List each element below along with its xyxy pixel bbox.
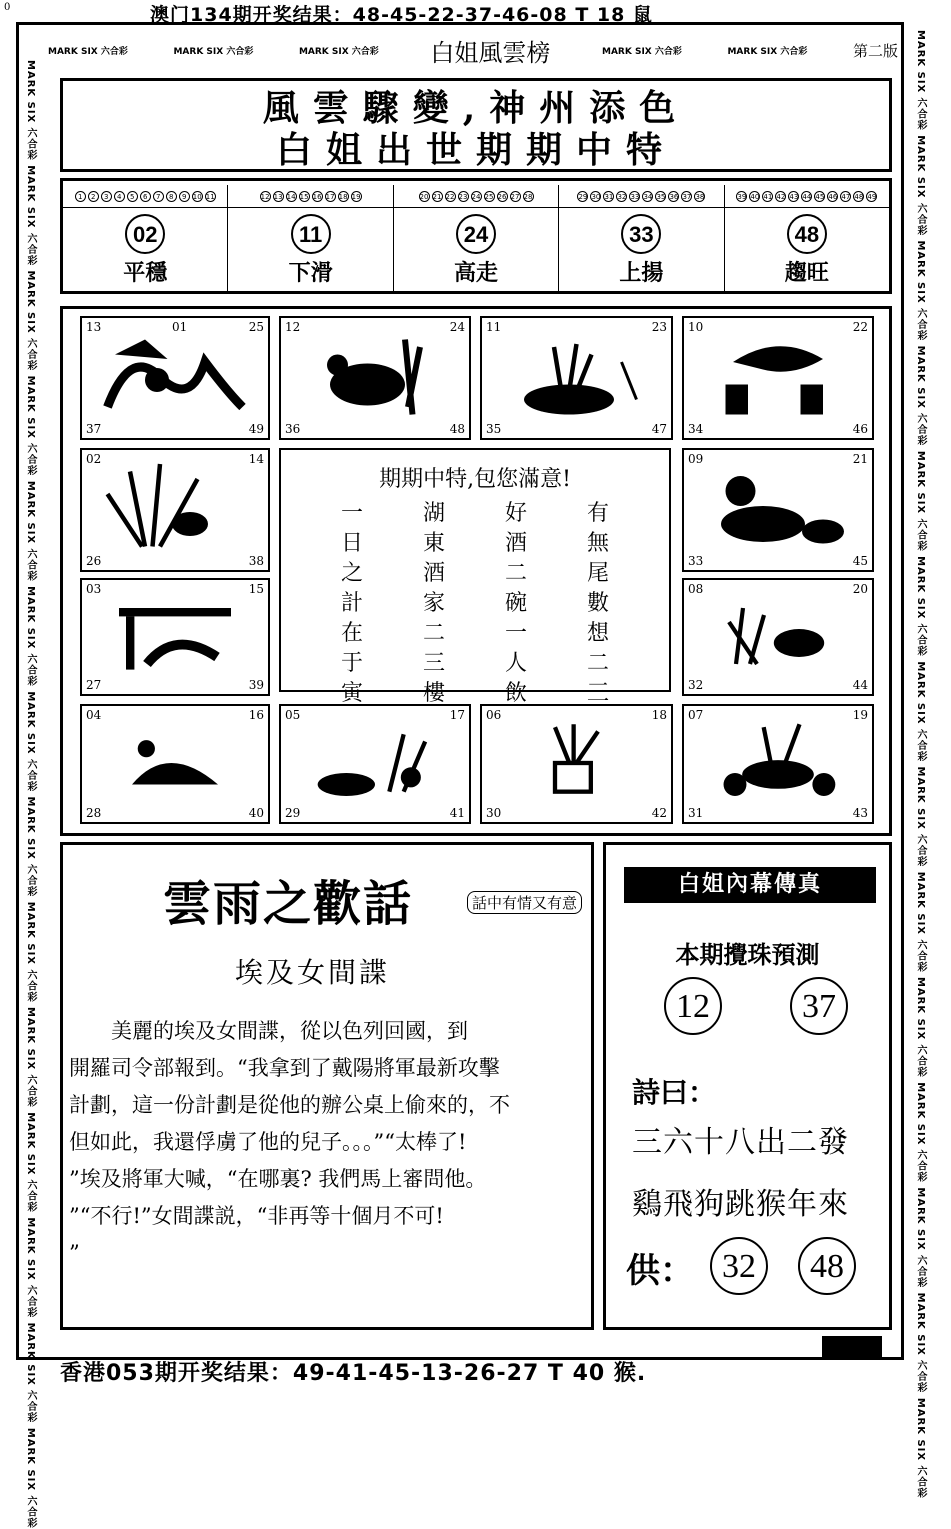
ink-painting: [299, 332, 451, 422]
watermark: MARK SIX 六合彩: [25, 1427, 36, 1529]
strip-number: 34: [643, 192, 653, 201]
ink-painting: [100, 594, 250, 678]
strip-number: 11: [205, 192, 215, 201]
pick-item: [63, 208, 228, 293]
prediction-number: 12: [664, 977, 722, 1035]
pick-word: 高走: [454, 261, 499, 286]
strip-number: 27: [510, 192, 520, 201]
ink-painting: [702, 720, 854, 806]
tile-number: 36: [285, 422, 301, 436]
verse-char: 二: [504, 561, 527, 586]
verse-char: 人: [504, 651, 527, 676]
verse-char: 想: [586, 621, 609, 646]
watermark: MARK SIX 六合彩: [25, 1322, 36, 1428]
story-title: 雲雨之歡話: [163, 876, 414, 932]
ink-painting: [500, 332, 653, 422]
pick-item: [725, 208, 889, 293]
verse-heading: 期期中特,包您滿意!: [379, 467, 571, 492]
watermark: MARK SIX 六合彩: [915, 556, 926, 662]
supply-label: 供：: [626, 1251, 694, 1291]
tile-number: 48: [449, 422, 465, 436]
strip-number: 12: [260, 192, 270, 201]
poem-label: 詩曰：: [632, 1076, 717, 1109]
bottom-result-banner: 香港053期开奖结果：49-41-45-13-26-27 T 40 猴.: [60, 1361, 647, 1386]
strip-number: 3: [101, 191, 112, 202]
watermark: MARK SIX 六合彩: [915, 1397, 926, 1499]
tile-number: 43: [852, 806, 868, 820]
strip-number: 24: [471, 192, 481, 201]
pick-item: [228, 208, 393, 293]
zodiac-picture-tile: [480, 316, 673, 440]
number-strip-segment: [725, 185, 889, 207]
story-tag: 話中有情又有意: [467, 891, 582, 914]
strip-number: 49: [867, 192, 877, 201]
ink-painting: [702, 332, 854, 422]
verse-box: [279, 448, 671, 706]
tile-number: 30: [486, 806, 502, 820]
verse-char: 二: [586, 651, 609, 676]
pick-word: 趨旺: [784, 261, 829, 286]
zodiac-picture-tile: [80, 578, 270, 696]
tile-number: 11: [486, 320, 502, 334]
top-result-banner: 澳门134期开奖结果：48-45-22-37-46-08 T 18 鼠: [150, 4, 653, 26]
strip-number: 18: [338, 192, 348, 201]
prediction-number: 37: [790, 977, 848, 1035]
strip-number: 10: [192, 192, 202, 201]
tile-number: 49: [248, 422, 264, 436]
zodiac-picture-tile: [279, 704, 471, 824]
verse-char: 三: [422, 651, 445, 676]
tile-number: 32: [688, 678, 704, 692]
strip-number: 25: [484, 192, 494, 201]
watermark: MARK SIX 六合彩: [25, 1006, 36, 1113]
tile-number: 25: [248, 320, 264, 334]
watermark: MARK SIX 六合彩: [25, 1217, 36, 1323]
zodiac-picture-tile: [682, 704, 874, 824]
page-title: 白姐風雲榜: [430, 39, 551, 67]
verse-char: 好: [504, 501, 527, 526]
ink-painting: [100, 332, 250, 422]
tile-number: 06: [486, 708, 502, 722]
story-body: [69, 1013, 591, 1272]
slogan-line-1: 風雲驟變,神州添色: [262, 87, 690, 129]
strip-number: 14: [286, 192, 296, 201]
poem-line: 三六十八出二發: [632, 1125, 849, 1160]
watermark: MARK SIX 六合彩: [25, 901, 36, 1007]
strip-number: 35: [656, 192, 666, 201]
watermark: MARK SIX 六合彩: [915, 345, 926, 451]
strip-number: 30: [591, 192, 601, 201]
ink-painting: [100, 464, 250, 554]
watermark: MARK SIX 六合彩: [915, 30, 926, 136]
watermark: MARK SIX 六合彩: [25, 60, 36, 166]
pick-number: 24: [456, 214, 496, 254]
strip-number: 19: [351, 192, 361, 201]
tile-number: 23: [651, 320, 667, 334]
pick-item: [394, 208, 559, 293]
watermark: MARK SIX 六合彩: [915, 976, 926, 1083]
watermark: MARK SIX 六合彩: [915, 1187, 926, 1293]
strip-number: 2: [88, 191, 99, 202]
verse-char: 家: [422, 591, 445, 616]
verse-char: 有: [586, 501, 609, 526]
left-watermark-strip: [22, 60, 38, 1529]
tile-number: 38: [248, 554, 264, 568]
strip-number: 8: [166, 191, 177, 202]
pick-word: 下滑: [288, 261, 333, 286]
tile-number: 12: [285, 320, 301, 334]
verse-char: 一: [340, 501, 363, 526]
tile-number: 03: [86, 582, 102, 596]
ink-painting: [100, 720, 250, 806]
verse-char: 二: [422, 621, 445, 646]
tile-number: 22: [852, 320, 868, 334]
tile-number: 24: [449, 320, 465, 334]
watermark: MARK SIX 六合彩: [915, 871, 926, 977]
tile-number: 37: [86, 422, 102, 436]
strip-number: 43: [789, 192, 799, 201]
strip-number: 32: [617, 192, 627, 201]
pick-number: 11: [291, 214, 331, 254]
tile-number: 34: [688, 422, 704, 436]
pick-word: 上揚: [619, 261, 664, 286]
story-line: 開羅司令部報到。“我拿到了戴陽將軍最新攻擊: [69, 1056, 500, 1080]
watermark: MARK SIX 六合彩: [602, 47, 682, 57]
verse-char: 在: [340, 621, 363, 646]
strip-number: 40: [750, 192, 760, 201]
story-line: 美麗的埃及女間諜，從以色列回國，到: [69, 1019, 468, 1043]
ink-painting: [702, 464, 854, 554]
ink-painting: [702, 594, 854, 678]
pick-item: [559, 208, 724, 293]
tile-number: 27: [86, 678, 102, 692]
verse-char: 計: [340, 591, 363, 616]
strip-number: 6: [140, 191, 151, 202]
strip-number: 21: [432, 192, 442, 201]
tile-number: 02: [86, 452, 102, 466]
ink-painting: [299, 720, 451, 806]
watermark: MARK SIX 六合彩: [298, 47, 379, 57]
ink-painting: [500, 720, 653, 806]
black-block: [822, 1336, 882, 1358]
pick-number: 48: [787, 214, 827, 254]
strip-number: 45: [815, 192, 825, 201]
number-strip-segment: [228, 185, 393, 207]
right-watermark-strip: [910, 30, 928, 1499]
strip-number: 33: [630, 192, 640, 201]
strip-number: 23: [458, 192, 468, 201]
tile-number: 04: [86, 708, 102, 722]
strip-number: 15: [299, 192, 309, 201]
strip-number: 47: [841, 192, 851, 201]
supply-number: 32: [710, 1237, 768, 1295]
strip-number: 36: [669, 192, 679, 201]
strip-number: 26: [497, 192, 507, 201]
watermark: MARK SIX 六合彩: [48, 47, 128, 57]
strip-number: 38: [695, 192, 705, 201]
tile-number: 28: [86, 806, 102, 820]
tile-number: 29: [285, 806, 301, 820]
strip-number: 7: [153, 191, 164, 202]
zodiac-picture-tile: [80, 448, 270, 572]
watermark: MARK SIX 六合彩: [25, 375, 36, 481]
verse-char: 數: [586, 591, 609, 616]
strip-number: 46: [828, 192, 838, 201]
watermark: MARK SIX 六合彩: [915, 450, 926, 557]
tile-number: 46: [852, 422, 868, 436]
watermark: MARK SIX 六合彩: [25, 586, 36, 692]
watermark: MARK SIX 六合彩: [915, 766, 926, 872]
strip-number: 42: [776, 192, 786, 201]
watermark: MARK SIX 六合彩: [915, 135, 926, 241]
verse-char: 于: [340, 651, 363, 676]
verse-char: 酒: [422, 561, 445, 586]
number-pick-box: [60, 178, 892, 294]
strip-number: 31: [604, 192, 614, 201]
poem-line: 鷄飛狗跳猴年來: [632, 1187, 849, 1222]
story-line: 計劃，這一份計劃是從他的辦公桌上偷來的，不: [69, 1093, 510, 1117]
zodiac-picture-tile: [682, 578, 874, 696]
tile-number: 33: [688, 554, 704, 568]
strip-number: 22: [445, 192, 455, 201]
strip-number: 1: [75, 191, 86, 202]
number-strip-segment: [63, 185, 228, 207]
verse-char: 樓: [422, 681, 445, 706]
tile-number: 13: [86, 320, 102, 334]
tile-number: 41: [449, 806, 465, 820]
verse-char: 湖: [422, 501, 445, 526]
tile-number: 39: [248, 678, 264, 692]
zodiac-picture-tile: [480, 704, 673, 824]
watermark: MARK SIX 六合彩: [25, 691, 36, 797]
strip-number: 39: [737, 192, 747, 201]
verse-char: 無: [586, 531, 609, 556]
number-strip-segment: [559, 185, 724, 207]
verse-char: 東: [422, 531, 445, 556]
story-line: ”“不行!”女間諜説，“非再等十個月不可!: [69, 1204, 444, 1228]
tile-number: 44: [852, 678, 868, 692]
strip-number: 41: [763, 192, 773, 201]
slogan-box: [60, 78, 892, 172]
zodiac-picture-tile: [682, 316, 874, 440]
tile-number: 05: [285, 708, 301, 722]
verse-char: 三: [586, 681, 609, 706]
slogan-line-2: 白姐出世期期中特: [275, 129, 676, 171]
strip-number: 13: [273, 192, 283, 201]
verse-char: 碗: [504, 591, 527, 616]
watermark: MARK SIX 六合彩: [727, 47, 808, 57]
watermark: MARK SIX 六合彩: [173, 47, 254, 57]
verse-char: 酒: [504, 531, 527, 556]
strip-number: 37: [682, 192, 692, 201]
tile-number: 15: [248, 582, 264, 596]
number-strip: [63, 185, 889, 207]
tile-number: 18: [651, 708, 667, 722]
zodiac-picture-tile: [279, 316, 471, 440]
strip-number: 20: [419, 192, 429, 201]
strip-number: 28: [523, 192, 533, 201]
tile-number: 31: [688, 806, 704, 820]
story-box: [60, 842, 594, 1330]
tile-number: 35: [486, 422, 502, 436]
header-row: [48, 33, 898, 68]
story-subtitle: 埃及女間諜: [235, 956, 391, 989]
pick-number: 33: [621, 214, 661, 254]
watermark: MARK SIX 六合彩: [915, 661, 926, 767]
verse-char: 一: [504, 621, 527, 646]
tile-number: 45: [852, 554, 868, 568]
watermark: MARK SIX 六合彩: [25, 165, 36, 271]
tile-number: 09: [688, 452, 704, 466]
strip-number: 4: [114, 191, 125, 202]
tile-number: 10: [688, 320, 704, 334]
inside-info-box: [603, 842, 892, 1330]
edition-label: 第二版: [852, 42, 898, 60]
tile-number: 08: [688, 582, 704, 596]
verse-char: 尾: [586, 561, 609, 586]
story-line: 但如此，我還俘虜了他的兒子。。。”“太棒了!: [69, 1130, 467, 1154]
zodiac-picture-tile: [80, 704, 270, 824]
tile-number: 20: [852, 582, 868, 596]
zodiac-picture-tile: [80, 316, 270, 440]
watermark: MARK SIX 六合彩: [25, 796, 36, 902]
tile-number: 42: [651, 806, 667, 820]
tile-number: 26: [86, 554, 102, 568]
tile-number: 19: [852, 708, 868, 722]
supply-number: 48: [798, 1237, 856, 1295]
watermark: MARK SIX 六合彩: [25, 480, 36, 587]
strip-number: 16: [312, 192, 322, 201]
story-line: ”埃及將軍大喊，“在哪裏? 我們馬上審問他。: [69, 1167, 487, 1191]
strip-number: 9: [179, 191, 190, 202]
tile-number: 47: [651, 422, 667, 436]
story-line: ”: [69, 1241, 80, 1265]
pick-number: 02: [125, 214, 165, 254]
inside-info-banner: 白姐內幕傳真: [624, 867, 876, 903]
strip-number: 48: [854, 192, 864, 201]
tile-number: 01: [172, 320, 188, 334]
tile-number: 16: [248, 708, 264, 722]
watermark: MARK SIX 六合彩: [25, 1112, 36, 1218]
tile-number: 07: [688, 708, 704, 722]
verse-char: 飲: [504, 681, 527, 706]
prediction-label: 本期攪珠預測: [675, 941, 820, 969]
pick-word: 平穩: [123, 261, 168, 286]
watermark: MARK SIX 六合彩: [25, 270, 36, 376]
watermark: MARK SIX 六合彩: [915, 240, 926, 346]
pick-row: [63, 207, 889, 293]
tile-number: 21: [852, 452, 868, 466]
strip-number: 29: [578, 192, 588, 201]
strip-number: 5: [127, 191, 138, 202]
zodiac-picture-tile: [682, 448, 874, 572]
number-strip-segment: [394, 185, 559, 207]
strip-number: 17: [325, 192, 335, 201]
verse-char: 寅: [340, 681, 363, 706]
tile-number: 40: [248, 806, 264, 820]
watermark: MARK SIX 六合彩: [915, 1082, 926, 1188]
watermark: MARK SIX 六合彩: [915, 1292, 926, 1398]
tile-number: 14: [248, 452, 264, 466]
strip-number: 44: [802, 192, 812, 201]
verse-grid: [311, 499, 639, 709]
verse-char: 日: [340, 531, 363, 556]
tile-number: 17: [449, 708, 465, 722]
corner-mark: 0: [4, 2, 11, 13]
verse-char: 之: [340, 561, 363, 586]
